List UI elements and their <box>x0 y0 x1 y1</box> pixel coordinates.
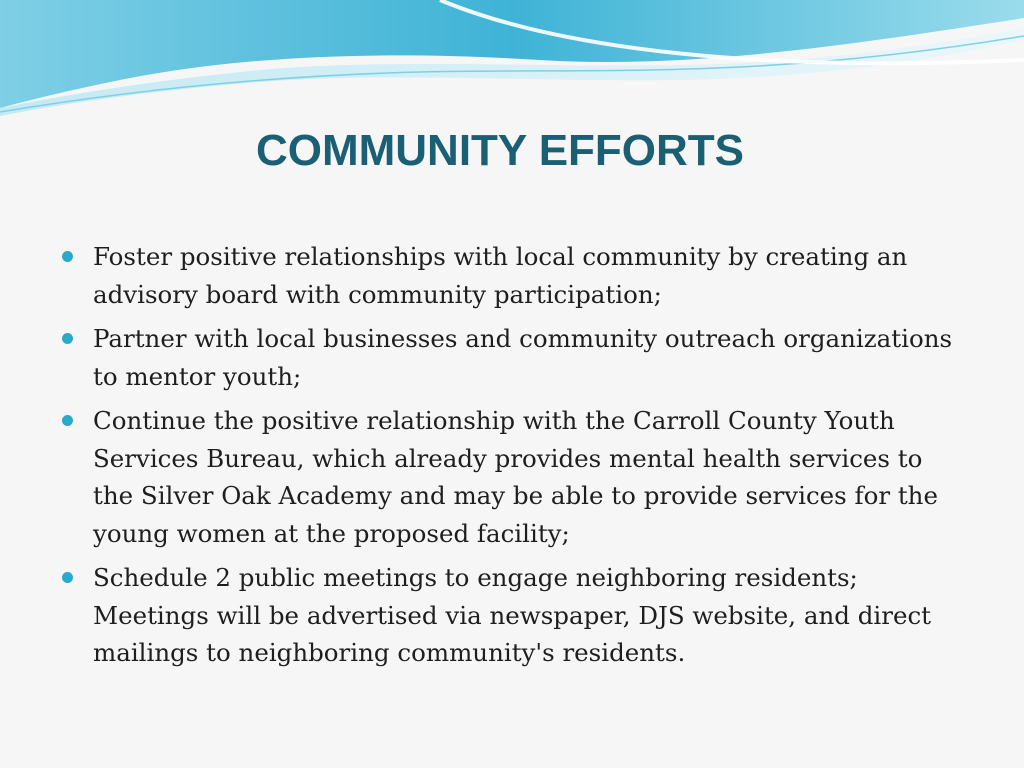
bullet-text: Foster positive relationships with local community by creating an advisory board with community participation; <box>93 242 908 309</box>
bullet-dot-icon <box>62 251 73 262</box>
bullet-item <box>0 238 1024 313</box>
bullet-dot-icon <box>62 415 73 426</box>
bullet-item <box>0 320 1024 395</box>
slide-title: COMMUNITY EFFORTS <box>255 126 745 175</box>
decorative-wave-header <box>0 0 1024 130</box>
bullet-dot-icon <box>62 333 73 344</box>
bullet-text: Schedule 2 public meetings to engage neighboring residents; Meetings will be advertised via newspaper, DJS website, and direct mailings to neighboring community's residents. <box>93 563 932 667</box>
bullet-item <box>0 559 1024 672</box>
bullet-dot-icon <box>62 572 73 583</box>
bullet-text: Partner with local businesses and community outreach organizations to mentor youth; <box>93 324 953 391</box>
bullet-item <box>0 402 1024 552</box>
bullet-text: Continue the positive relationship with the Carroll County Youth Services Bureau, which already provides mental health services to the Silver Oak Academy and may be able to provide services for the young women at the proposed facility; <box>93 406 938 548</box>
bullet-list <box>0 238 1024 679</box>
